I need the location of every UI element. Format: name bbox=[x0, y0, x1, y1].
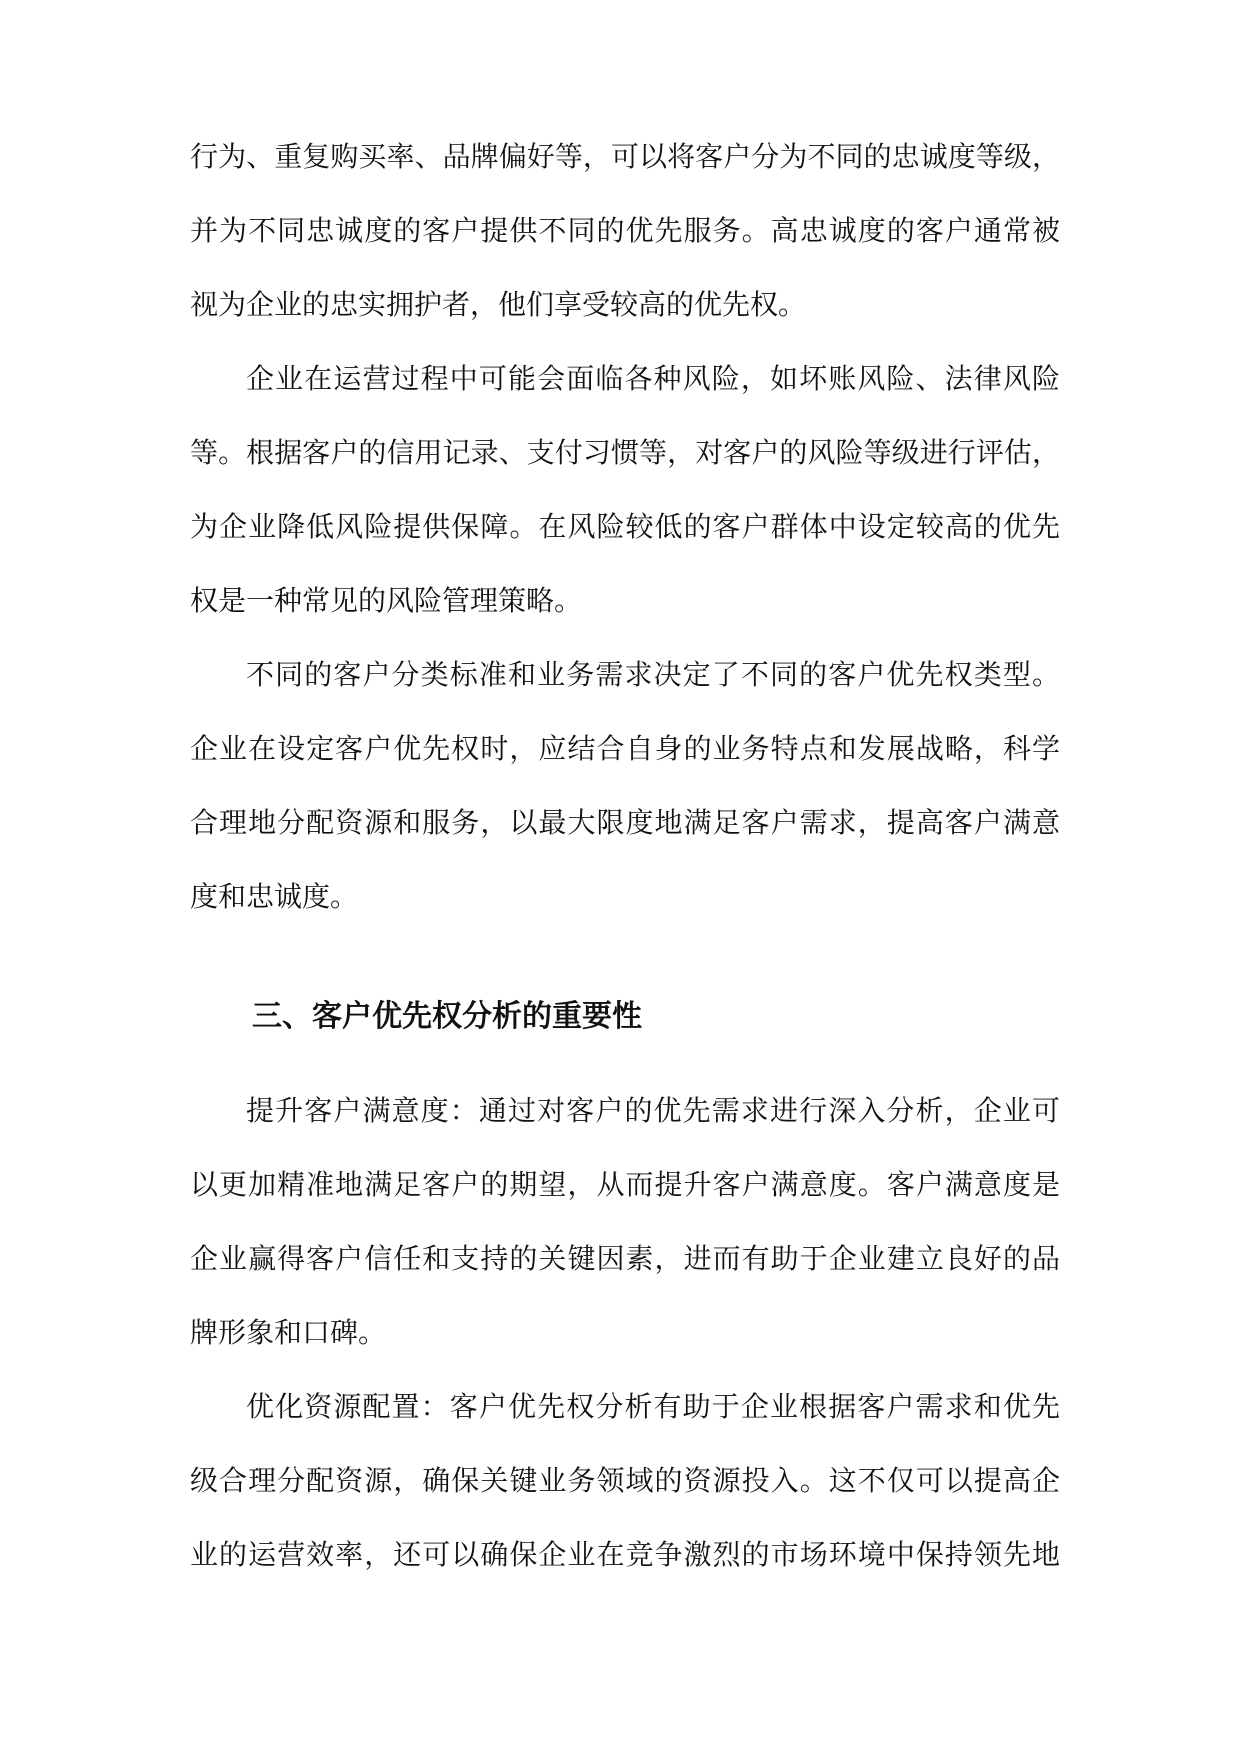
paragraph-line: 为企业降低风险提供保障。在风险较低的客户群体中设定较高的优先 bbox=[190, 510, 1060, 543]
paragraph-line: 企业在运营过程中可能会面临各种风险，如坏账风险、法律风险 bbox=[246, 362, 1060, 395]
paragraph-line: 度和忠诚度。 bbox=[190, 880, 359, 913]
paragraph-line: 不同的客户分类标准和业务需求决定了不同的客户优先权类型。 bbox=[246, 658, 1060, 691]
paragraph-line: 优化资源配置：客户优先权分析有助于企业根据客户需求和优先 bbox=[246, 1390, 1060, 1423]
paragraph-line: 合理地分配资源和服务，以最大限度地满足客户需求，提高客户满意 bbox=[190, 806, 1060, 839]
paragraph-line: 业的运营效率，还可以确保企业在竞争激烈的市场环境中保持领先地 bbox=[190, 1538, 1060, 1571]
paragraph-line: 企业赢得客户信任和支持的关键因素，进而有助于企业建立良好的品 bbox=[190, 1242, 1060, 1275]
paragraph-line: 级合理分配资源，确保关键业务领域的资源投入。这不仅可以提高企 bbox=[190, 1464, 1060, 1497]
paragraph-line: 行为、重复购买率、品牌偏好等，可以将客户分为不同的忠诚度等级， bbox=[190, 140, 1060, 173]
paragraph-line: 等。根据客户的信用记录、支付习惯等，对客户的风险等级进行评估， bbox=[190, 436, 1060, 469]
paragraph-line: 牌形象和口碑。 bbox=[190, 1316, 387, 1349]
section-heading: 三、客户优先权分析的重要性 bbox=[252, 999, 642, 1034]
paragraph-line: 权是一种常见的风险管理策略。 bbox=[190, 584, 583, 617]
paragraph-line: 企业在设定客户优先权时，应结合自身的业务特点和发展战略，科学 bbox=[190, 732, 1060, 765]
paragraph-line: 并为不同忠诚度的客户提供不同的优先服务。高忠诚度的客户通常被 bbox=[190, 214, 1060, 247]
paragraph-line: 以更加精准地满足客户的期望，从而提升客户满意度。客户满意度是 bbox=[190, 1168, 1060, 1201]
paragraph-line: 视为企业的忠实拥护者，他们享受较高的优先权。 bbox=[190, 288, 807, 321]
paragraph-line: 提升客户满意度：通过对客户的优先需求进行深入分析，企业可 bbox=[246, 1094, 1060, 1127]
